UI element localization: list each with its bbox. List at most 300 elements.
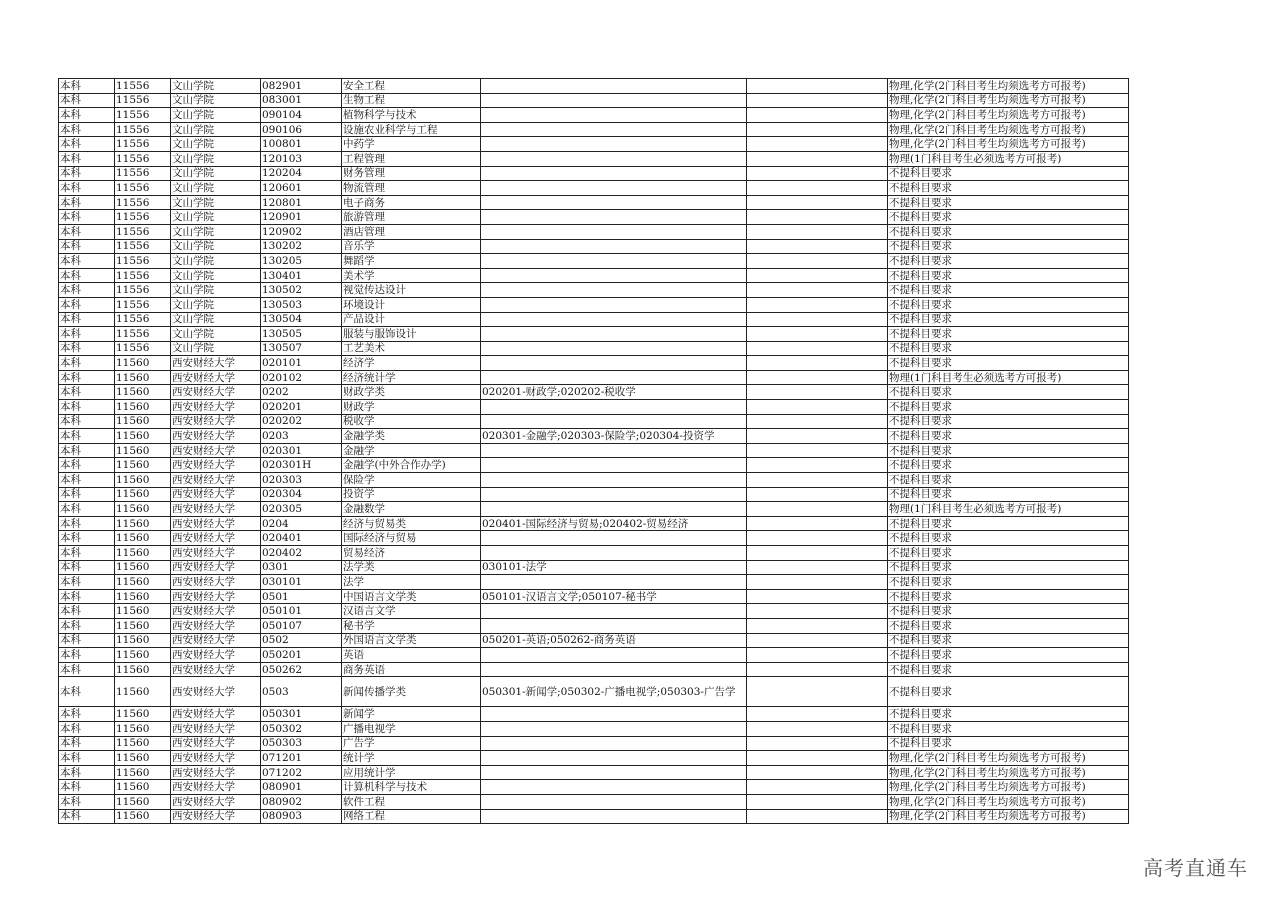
subject-requirement-cell: 不提科目要求	[888, 473, 1129, 488]
included-majors-cell	[481, 794, 747, 809]
table-row	[59, 473, 1129, 488]
school-code-cell: 11560	[115, 736, 171, 751]
table-row	[59, 458, 1129, 473]
school-code-cell: 11560	[115, 414, 171, 429]
school-name-cell: 西安财经大学	[171, 516, 261, 531]
school-code-cell: 11560	[115, 707, 171, 722]
subject-requirement-cell: 不提科目要求	[888, 531, 1129, 546]
table-row	[59, 385, 1129, 400]
school-name-cell: 文山学院	[171, 341, 261, 356]
school-name-cell: 西安财经大学	[171, 385, 261, 400]
level-cell: 本科	[59, 151, 115, 166]
subject-requirement-cell: 不提科目要求	[888, 239, 1129, 254]
major-code-cell: 130504	[261, 312, 342, 327]
major-code-cell: 080901	[261, 780, 342, 795]
major-name-cell: 统计学	[342, 751, 481, 766]
level-cell: 本科	[59, 487, 115, 502]
subject-requirement-cell: 物理(1门科目考生必须选考方可报考)	[888, 151, 1129, 166]
table-row	[59, 531, 1129, 546]
blank-cell	[747, 589, 888, 604]
blank-cell	[747, 297, 888, 312]
level-cell: 本科	[59, 502, 115, 517]
school-name-cell: 西安财经大学	[171, 794, 261, 809]
blank-cell	[747, 633, 888, 648]
included-majors-cell	[481, 751, 747, 766]
level-cell: 本科	[59, 531, 115, 546]
blank-cell	[747, 151, 888, 166]
school-name-cell: 文山学院	[171, 254, 261, 269]
included-majors-cell	[481, 137, 747, 152]
subject-requirement-cell: 物理(1门科目考生必须选考方可报考)	[888, 502, 1129, 517]
major-code-cell: 050262	[261, 662, 342, 677]
major-code-cell: 130205	[261, 254, 342, 269]
table-row	[59, 224, 1129, 239]
level-cell: 本科	[59, 677, 115, 707]
major-name-cell: 财政学	[342, 400, 481, 415]
major-code-cell: 120801	[261, 195, 342, 210]
table-row	[59, 751, 1129, 766]
school-code-cell: 11560	[115, 618, 171, 633]
major-code-cell: 130202	[261, 239, 342, 254]
school-code-cell: 11560	[115, 546, 171, 561]
major-code-cell: 020301H	[261, 458, 342, 473]
blank-cell	[747, 429, 888, 444]
blank-cell	[747, 809, 888, 824]
school-name-cell: 文山学院	[171, 79, 261, 94]
school-code-cell: 11560	[115, 400, 171, 415]
blank-cell	[747, 546, 888, 561]
included-majors-cell	[481, 458, 747, 473]
major-name-cell: 广播电视学	[342, 721, 481, 736]
school-code-cell: 11556	[115, 122, 171, 137]
major-code-cell: 020102	[261, 370, 342, 385]
school-name-cell: 西安财经大学	[171, 546, 261, 561]
included-majors-cell	[481, 79, 747, 94]
school-code-cell: 11560	[115, 751, 171, 766]
school-code-cell: 11556	[115, 283, 171, 298]
major-name-cell: 新闻传播学类	[342, 677, 481, 707]
included-majors-cell	[481, 736, 747, 751]
school-name-cell: 西安财经大学	[171, 736, 261, 751]
blank-cell	[747, 312, 888, 327]
major-name-cell: 视觉传达设计	[342, 283, 481, 298]
school-name-cell: 文山学院	[171, 195, 261, 210]
level-cell: 本科	[59, 297, 115, 312]
blank-cell	[747, 341, 888, 356]
school-name-cell: 文山学院	[171, 108, 261, 123]
level-cell: 本科	[59, 400, 115, 415]
school-name-cell: 西安财经大学	[171, 575, 261, 590]
major-name-cell: 法学	[342, 575, 481, 590]
school-code-cell: 11560	[115, 458, 171, 473]
blank-cell	[747, 707, 888, 722]
included-majors-cell	[481, 166, 747, 181]
school-name-cell: 西安财经大学	[171, 677, 261, 707]
table-body	[59, 79, 1129, 824]
subject-requirement-cell: 不提科目要求	[888, 283, 1129, 298]
subject-requirement-cell: 物理,化学(2门科目考生均须选考方可报考)	[888, 79, 1129, 94]
major-name-cell: 物流管理	[342, 181, 481, 196]
major-code-cell: 130505	[261, 327, 342, 342]
table-row	[59, 195, 1129, 210]
major-name-cell: 服装与服饰设计	[342, 327, 481, 342]
included-majors-cell	[481, 239, 747, 254]
subject-requirement-cell: 物理,化学(2门科目考生均须选考方可报考)	[888, 809, 1129, 824]
subject-requirement-cell: 不提科目要求	[888, 400, 1129, 415]
subject-requirement-cell: 不提科目要求	[888, 166, 1129, 181]
blank-cell	[747, 122, 888, 137]
major-name-cell: 英语	[342, 648, 481, 663]
major-name-cell: 法学类	[342, 560, 481, 575]
included-majors-cell	[481, 224, 747, 239]
level-cell: 本科	[59, 341, 115, 356]
school-code-cell: 11556	[115, 79, 171, 94]
major-code-cell: 083001	[261, 93, 342, 108]
major-code-cell: 090106	[261, 122, 342, 137]
level-cell: 本科	[59, 560, 115, 575]
major-code-cell: 050302	[261, 721, 342, 736]
major-name-cell: 秘书学	[342, 618, 481, 633]
included-majors-cell	[481, 181, 747, 196]
table-row	[59, 151, 1129, 166]
major-code-cell: 050201	[261, 648, 342, 663]
school-name-cell: 西安财经大学	[171, 414, 261, 429]
major-name-cell: 网络工程	[342, 809, 481, 824]
level-cell: 本科	[59, 122, 115, 137]
blank-cell	[747, 385, 888, 400]
subject-requirement-cell: 不提科目要求	[888, 560, 1129, 575]
included-majors-cell	[481, 707, 747, 722]
subject-requirement-cell: 不提科目要求	[888, 195, 1129, 210]
major-code-cell: 020305	[261, 502, 342, 517]
blank-cell	[747, 108, 888, 123]
school-name-cell: 文山学院	[171, 210, 261, 225]
subject-requirement-cell: 物理,化学(2门科目考生均须选考方可报考)	[888, 794, 1129, 809]
major-name-cell: 音乐学	[342, 239, 481, 254]
table-row	[59, 79, 1129, 94]
school-name-cell: 西安财经大学	[171, 429, 261, 444]
major-code-cell: 071201	[261, 751, 342, 766]
level-cell: 本科	[59, 794, 115, 809]
major-code-cell: 050101	[261, 604, 342, 619]
included-majors-cell	[481, 297, 747, 312]
school-name-cell: 西安财经大学	[171, 589, 261, 604]
major-name-cell: 经济与贸易类	[342, 516, 481, 531]
blank-cell	[747, 356, 888, 371]
school-name-cell: 文山学院	[171, 268, 261, 283]
level-cell: 本科	[59, 195, 115, 210]
major-name-cell: 美术学	[342, 268, 481, 283]
major-code-cell: 020401	[261, 531, 342, 546]
level-cell: 本科	[59, 648, 115, 663]
level-cell: 本科	[59, 736, 115, 751]
major-name-cell: 安全工程	[342, 79, 481, 94]
included-majors-cell	[481, 531, 747, 546]
level-cell: 本科	[59, 707, 115, 722]
included-majors-cell	[481, 575, 747, 590]
school-code-cell: 11556	[115, 93, 171, 108]
major-name-cell: 保险学	[342, 473, 481, 488]
blank-cell	[747, 604, 888, 619]
school-code-cell: 11560	[115, 516, 171, 531]
subject-requirement-cell: 不提科目要求	[888, 648, 1129, 663]
major-name-cell: 金融学(中外合作办学)	[342, 458, 481, 473]
subject-requirement-cell: 物理(1门科目考生必须选考方可报考)	[888, 370, 1129, 385]
major-name-cell: 外国语言文学类	[342, 633, 481, 648]
blank-cell	[747, 677, 888, 707]
included-majors-cell	[481, 254, 747, 269]
major-name-cell: 金融数学	[342, 502, 481, 517]
major-code-cell: 080903	[261, 809, 342, 824]
table-row	[59, 297, 1129, 312]
subject-requirement-cell: 不提科目要求	[888, 312, 1129, 327]
school-code-cell: 11560	[115, 473, 171, 488]
school-code-cell: 11560	[115, 809, 171, 824]
level-cell: 本科	[59, 166, 115, 181]
subject-requirement-cell: 物理,化学(2门科目考生均须选考方可报考)	[888, 765, 1129, 780]
major-code-cell: 071202	[261, 765, 342, 780]
subject-requirement-cell: 不提科目要求	[888, 327, 1129, 342]
school-code-cell: 11556	[115, 297, 171, 312]
included-majors-cell	[481, 195, 747, 210]
subject-requirement-cell: 不提科目要求	[888, 341, 1129, 356]
major-code-cell: 0203	[261, 429, 342, 444]
school-name-cell: 西安财经大学	[171, 648, 261, 663]
included-majors-cell	[481, 604, 747, 619]
major-name-cell: 环境设计	[342, 297, 481, 312]
blank-cell	[747, 268, 888, 283]
level-cell: 本科	[59, 283, 115, 298]
subject-requirement-cell: 物理,化学(2门科目考生均须选考方可报考)	[888, 751, 1129, 766]
major-code-cell: 130503	[261, 297, 342, 312]
table-row	[59, 575, 1129, 590]
table-row	[59, 721, 1129, 736]
school-name-cell: 文山学院	[171, 283, 261, 298]
school-name-cell: 西安财经大学	[171, 809, 261, 824]
subject-requirement-cell: 不提科目要求	[888, 210, 1129, 225]
table-row	[59, 516, 1129, 531]
level-cell: 本科	[59, 108, 115, 123]
school-name-cell: 西安财经大学	[171, 560, 261, 575]
blank-cell	[747, 224, 888, 239]
table-row	[59, 502, 1129, 517]
table-row	[59, 443, 1129, 458]
level-cell: 本科	[59, 370, 115, 385]
subject-requirement-cell: 不提科目要求	[888, 224, 1129, 239]
major-name-cell: 新闻学	[342, 707, 481, 722]
major-name-cell: 中药学	[342, 137, 481, 152]
subject-requirement-cell: 不提科目要求	[888, 618, 1129, 633]
school-code-cell: 11560	[115, 487, 171, 502]
school-name-cell: 文山学院	[171, 224, 261, 239]
included-majors-cell: 030101-法学	[481, 560, 747, 575]
table-row	[59, 487, 1129, 502]
included-majors-cell	[481, 662, 747, 677]
subject-requirement-cell: 物理,化学(2门科目考生均须选考方可报考)	[888, 780, 1129, 795]
included-majors-cell	[481, 400, 747, 415]
included-majors-cell	[481, 312, 747, 327]
major-code-cell: 050107	[261, 618, 342, 633]
table-row	[59, 239, 1129, 254]
school-code-cell: 11556	[115, 327, 171, 342]
table-row	[59, 108, 1129, 123]
major-name-cell: 植物科学与技术	[342, 108, 481, 123]
major-code-cell: 050301	[261, 707, 342, 722]
blank-cell	[747, 648, 888, 663]
blank-cell	[747, 414, 888, 429]
level-cell: 本科	[59, 443, 115, 458]
major-name-cell: 贸易经济	[342, 546, 481, 561]
school-name-cell: 西安财经大学	[171, 531, 261, 546]
level-cell: 本科	[59, 268, 115, 283]
table-row	[59, 589, 1129, 604]
school-name-cell: 西安财经大学	[171, 458, 261, 473]
major-name-cell: 中国语言文学类	[342, 589, 481, 604]
school-name-cell: 文山学院	[171, 122, 261, 137]
major-name-cell: 工程管理	[342, 151, 481, 166]
blank-cell	[747, 195, 888, 210]
blank-cell	[747, 736, 888, 751]
level-cell: 本科	[59, 458, 115, 473]
table-row	[59, 341, 1129, 356]
major-code-cell: 100801	[261, 137, 342, 152]
major-name-cell: 计算机科学与技术	[342, 780, 481, 795]
included-majors-cell	[481, 648, 747, 663]
major-name-cell: 税收学	[342, 414, 481, 429]
blank-cell	[747, 765, 888, 780]
level-cell: 本科	[59, 765, 115, 780]
included-majors-cell	[481, 356, 747, 371]
level-cell: 本科	[59, 181, 115, 196]
school-code-cell: 11560	[115, 589, 171, 604]
blank-cell	[747, 254, 888, 269]
major-code-cell: 120901	[261, 210, 342, 225]
school-code-cell: 11560	[115, 780, 171, 795]
major-name-cell: 生物工程	[342, 93, 481, 108]
included-majors-cell	[481, 765, 747, 780]
major-name-cell: 舞蹈学	[342, 254, 481, 269]
major-code-cell: 0301	[261, 560, 342, 575]
level-cell: 本科	[59, 604, 115, 619]
school-code-cell: 11556	[115, 210, 171, 225]
level-cell: 本科	[59, 224, 115, 239]
school-code-cell: 11556	[115, 312, 171, 327]
school-code-cell: 11560	[115, 648, 171, 663]
level-cell: 本科	[59, 327, 115, 342]
admission-requirements-table	[58, 78, 1129, 824]
blank-cell	[747, 283, 888, 298]
table-row	[59, 794, 1129, 809]
major-name-cell: 投资学	[342, 487, 481, 502]
school-name-cell: 文山学院	[171, 137, 261, 152]
included-majors-cell	[481, 487, 747, 502]
blank-cell	[747, 370, 888, 385]
table-row	[59, 707, 1129, 722]
school-code-cell: 11556	[115, 254, 171, 269]
major-code-cell: 020101	[261, 356, 342, 371]
subject-requirement-cell: 物理,化学(2门科目考生均须选考方可报考)	[888, 93, 1129, 108]
included-majors-cell	[481, 809, 747, 824]
subject-requirement-cell: 不提科目要求	[888, 181, 1129, 196]
level-cell: 本科	[59, 662, 115, 677]
subject-requirement-cell: 不提科目要求	[888, 414, 1129, 429]
blank-cell	[747, 780, 888, 795]
major-name-cell: 产品设计	[342, 312, 481, 327]
level-cell: 本科	[59, 239, 115, 254]
table-row	[59, 137, 1129, 152]
school-code-cell: 11556	[115, 239, 171, 254]
school-code-cell: 11556	[115, 341, 171, 356]
school-code-cell: 11560	[115, 356, 171, 371]
included-majors-cell	[481, 151, 747, 166]
major-name-cell: 电子商务	[342, 195, 481, 210]
subject-requirement-cell: 不提科目要求	[888, 385, 1129, 400]
included-majors-cell	[481, 122, 747, 137]
blank-cell	[747, 502, 888, 517]
included-majors-cell: 050101-汉语言文学;050107-秘书学	[481, 589, 747, 604]
subject-requirement-cell: 不提科目要求	[888, 516, 1129, 531]
major-code-cell: 020201	[261, 400, 342, 415]
major-code-cell: 080902	[261, 794, 342, 809]
major-code-cell: 020303	[261, 473, 342, 488]
blank-cell	[747, 721, 888, 736]
school-code-cell: 11560	[115, 429, 171, 444]
blank-cell	[747, 531, 888, 546]
major-name-cell: 财务管理	[342, 166, 481, 181]
school-code-cell: 11560	[115, 721, 171, 736]
school-name-cell: 文山学院	[171, 297, 261, 312]
school-name-cell: 文山学院	[171, 166, 261, 181]
major-code-cell: 0502	[261, 633, 342, 648]
blank-cell	[747, 166, 888, 181]
watermark-text: 高考直通车	[1143, 856, 1248, 880]
school-code-cell: 11556	[115, 181, 171, 196]
school-code-cell: 11560	[115, 560, 171, 575]
table-row	[59, 809, 1129, 824]
included-majors-cell: 050201-英语;050262-商务英语	[481, 633, 747, 648]
school-name-cell: 西安财经大学	[171, 721, 261, 736]
major-code-cell: 130401	[261, 268, 342, 283]
blank-cell	[747, 443, 888, 458]
included-majors-cell: 020401-国际经济与贸易;020402-贸易经济	[481, 516, 747, 531]
major-name-cell: 商务英语	[342, 662, 481, 677]
school-name-cell: 文山学院	[171, 151, 261, 166]
subject-requirement-cell: 不提科目要求	[888, 429, 1129, 444]
table-row	[59, 618, 1129, 633]
subject-requirement-cell: 不提科目要求	[888, 356, 1129, 371]
table-row	[59, 254, 1129, 269]
table-row	[59, 356, 1129, 371]
school-name-cell: 西安财经大学	[171, 633, 261, 648]
major-code-cell: 0202	[261, 385, 342, 400]
table-row	[59, 327, 1129, 342]
table-row	[59, 546, 1129, 561]
school-code-cell: 11560	[115, 370, 171, 385]
blank-cell	[747, 458, 888, 473]
blank-cell	[747, 79, 888, 94]
blank-cell	[747, 618, 888, 633]
school-name-cell: 西安财经大学	[171, 707, 261, 722]
blank-cell	[747, 239, 888, 254]
school-code-cell: 11556	[115, 108, 171, 123]
included-majors-cell	[481, 327, 747, 342]
subject-requirement-cell: 不提科目要求	[888, 443, 1129, 458]
blank-cell	[747, 487, 888, 502]
major-name-cell: 经济统计学	[342, 370, 481, 385]
major-code-cell: 020402	[261, 546, 342, 561]
school-code-cell: 11560	[115, 633, 171, 648]
school-name-cell: 文山学院	[171, 181, 261, 196]
